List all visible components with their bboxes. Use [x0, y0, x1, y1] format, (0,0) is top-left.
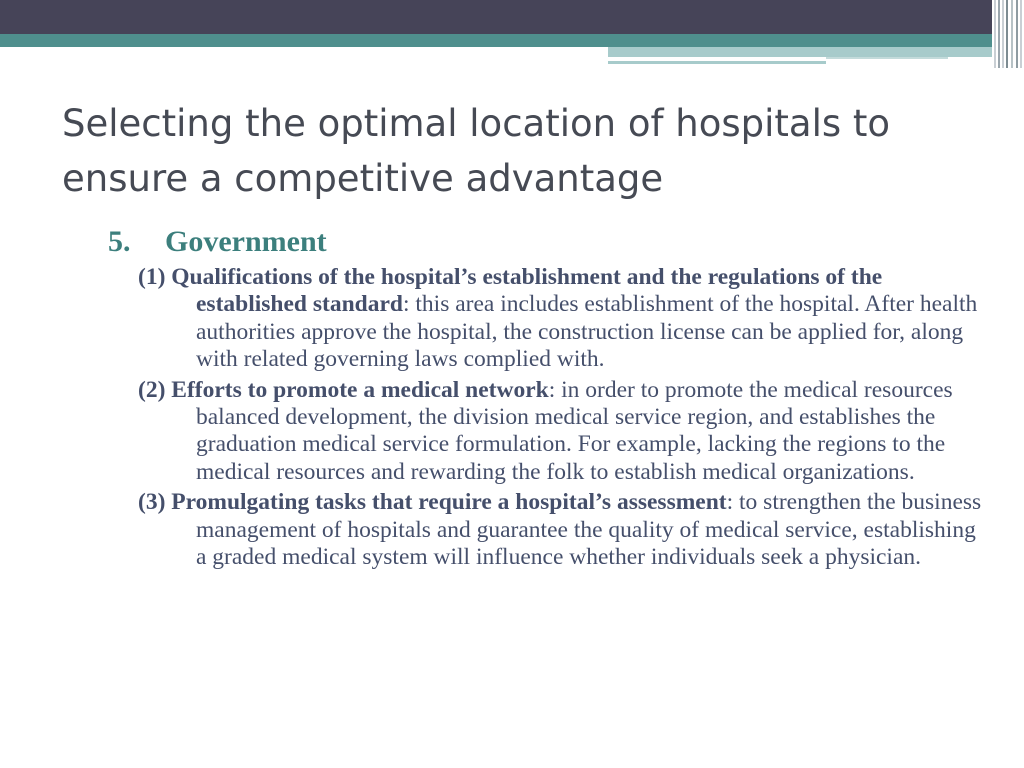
item-1-text: : this area includes establishment of the hospital. After health authorities approve the hospital, the construction license can be applied for, along with related governing laws complied with. — [196, 291, 978, 373]
header-band-teal — [0, 34, 1024, 47]
section-title: Government — [165, 225, 327, 258]
section-number: 5. — [108, 225, 131, 258]
list-item-3 — [138, 489, 983, 571]
list-item-1 — [138, 264, 983, 374]
slide-title: Selecting the optimal location of hospitals to ensure a competitive advantage — [62, 102, 891, 200]
slide-body — [108, 224, 988, 574]
header-band-dark — [0, 0, 1024, 34]
header-accent-line — [608, 61, 826, 64]
item-3-heading: (3) Promulgating tasks that require a hospital’s assessment — [138, 489, 727, 516]
section-heading — [108, 224, 988, 260]
list-item-2 — [138, 377, 983, 487]
header-band-light — [608, 47, 1024, 57]
item-3-text: : to strengthen the business management of hospitals and guarantee the quality of medical service, establishing a graded medical system will influence whether individuals seek a physician. — [196, 489, 982, 571]
item-1-heading: (1) Qualifications of the hospital’s establishment and the regulations of the established standard — [138, 264, 883, 318]
item-2-text: : in order to promote the medical resources balanced development, the division medical service region, and establishes the graduation medical service formulation. For example, lacking the regions to the medical resources and rewarding the folk to establish medical organizations. — [196, 376, 953, 485]
header-corner-stripes — [992, 0, 1024, 68]
item-2-heading: (2) Efforts to promote a medical network — [138, 376, 549, 403]
header-accent-line-short — [826, 57, 948, 59]
item-list — [138, 264, 983, 571]
